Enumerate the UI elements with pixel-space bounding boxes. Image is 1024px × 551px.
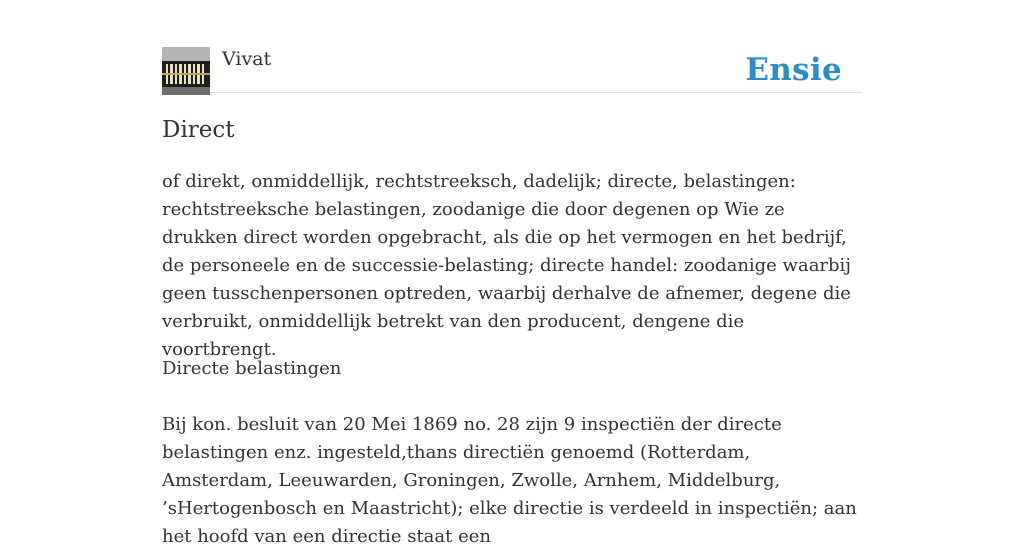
author-name[interactable]: Vivat <box>222 48 272 70</box>
definition-paragraph: of direkt, onmiddellijk, rechtstreeksch, dadelijk; directe, belastingen: rechtstreeksche belastingen, zoodanige die door degenen op Wie ze drukken direct worden opgebracht, als die op het vermogen en het bedrijf, de personeele en de successie-belasting; directe handel: zoodanige waarbij geen tusschenpersonen optreden, waarbij derhalve de afnemer, degene die verbruikt, onmiddellijk betrekt van den producent, dengene die voortbrengt. <box>162 171 851 360</box>
page-title: Direct <box>162 117 235 143</box>
section-paragraph: Bij kon. besluit van 20 Mei 1869 no. 28 zijn 9 inspectiën der directe belastingen enz. ingesteld,thans directiën genoemd (Rotterdam, Amsterdam, Leeuwarden, Groningen, Zwolle, Arnhem, Middelburg, ’sHertogenbosch en Maastricht); elke directie is verdeeld in inspectiën; aan het hoofd van een directie staat een <box>162 414 857 547</box>
book-spines-avatar-icon <box>162 47 210 95</box>
ensie-logo[interactable]: Ensie <box>745 52 842 88</box>
section-heading: Directe belastingen <box>162 358 342 379</box>
author-avatar[interactable] <box>162 47 210 95</box>
header <box>162 44 862 93</box>
page <box>162 0 862 547</box>
